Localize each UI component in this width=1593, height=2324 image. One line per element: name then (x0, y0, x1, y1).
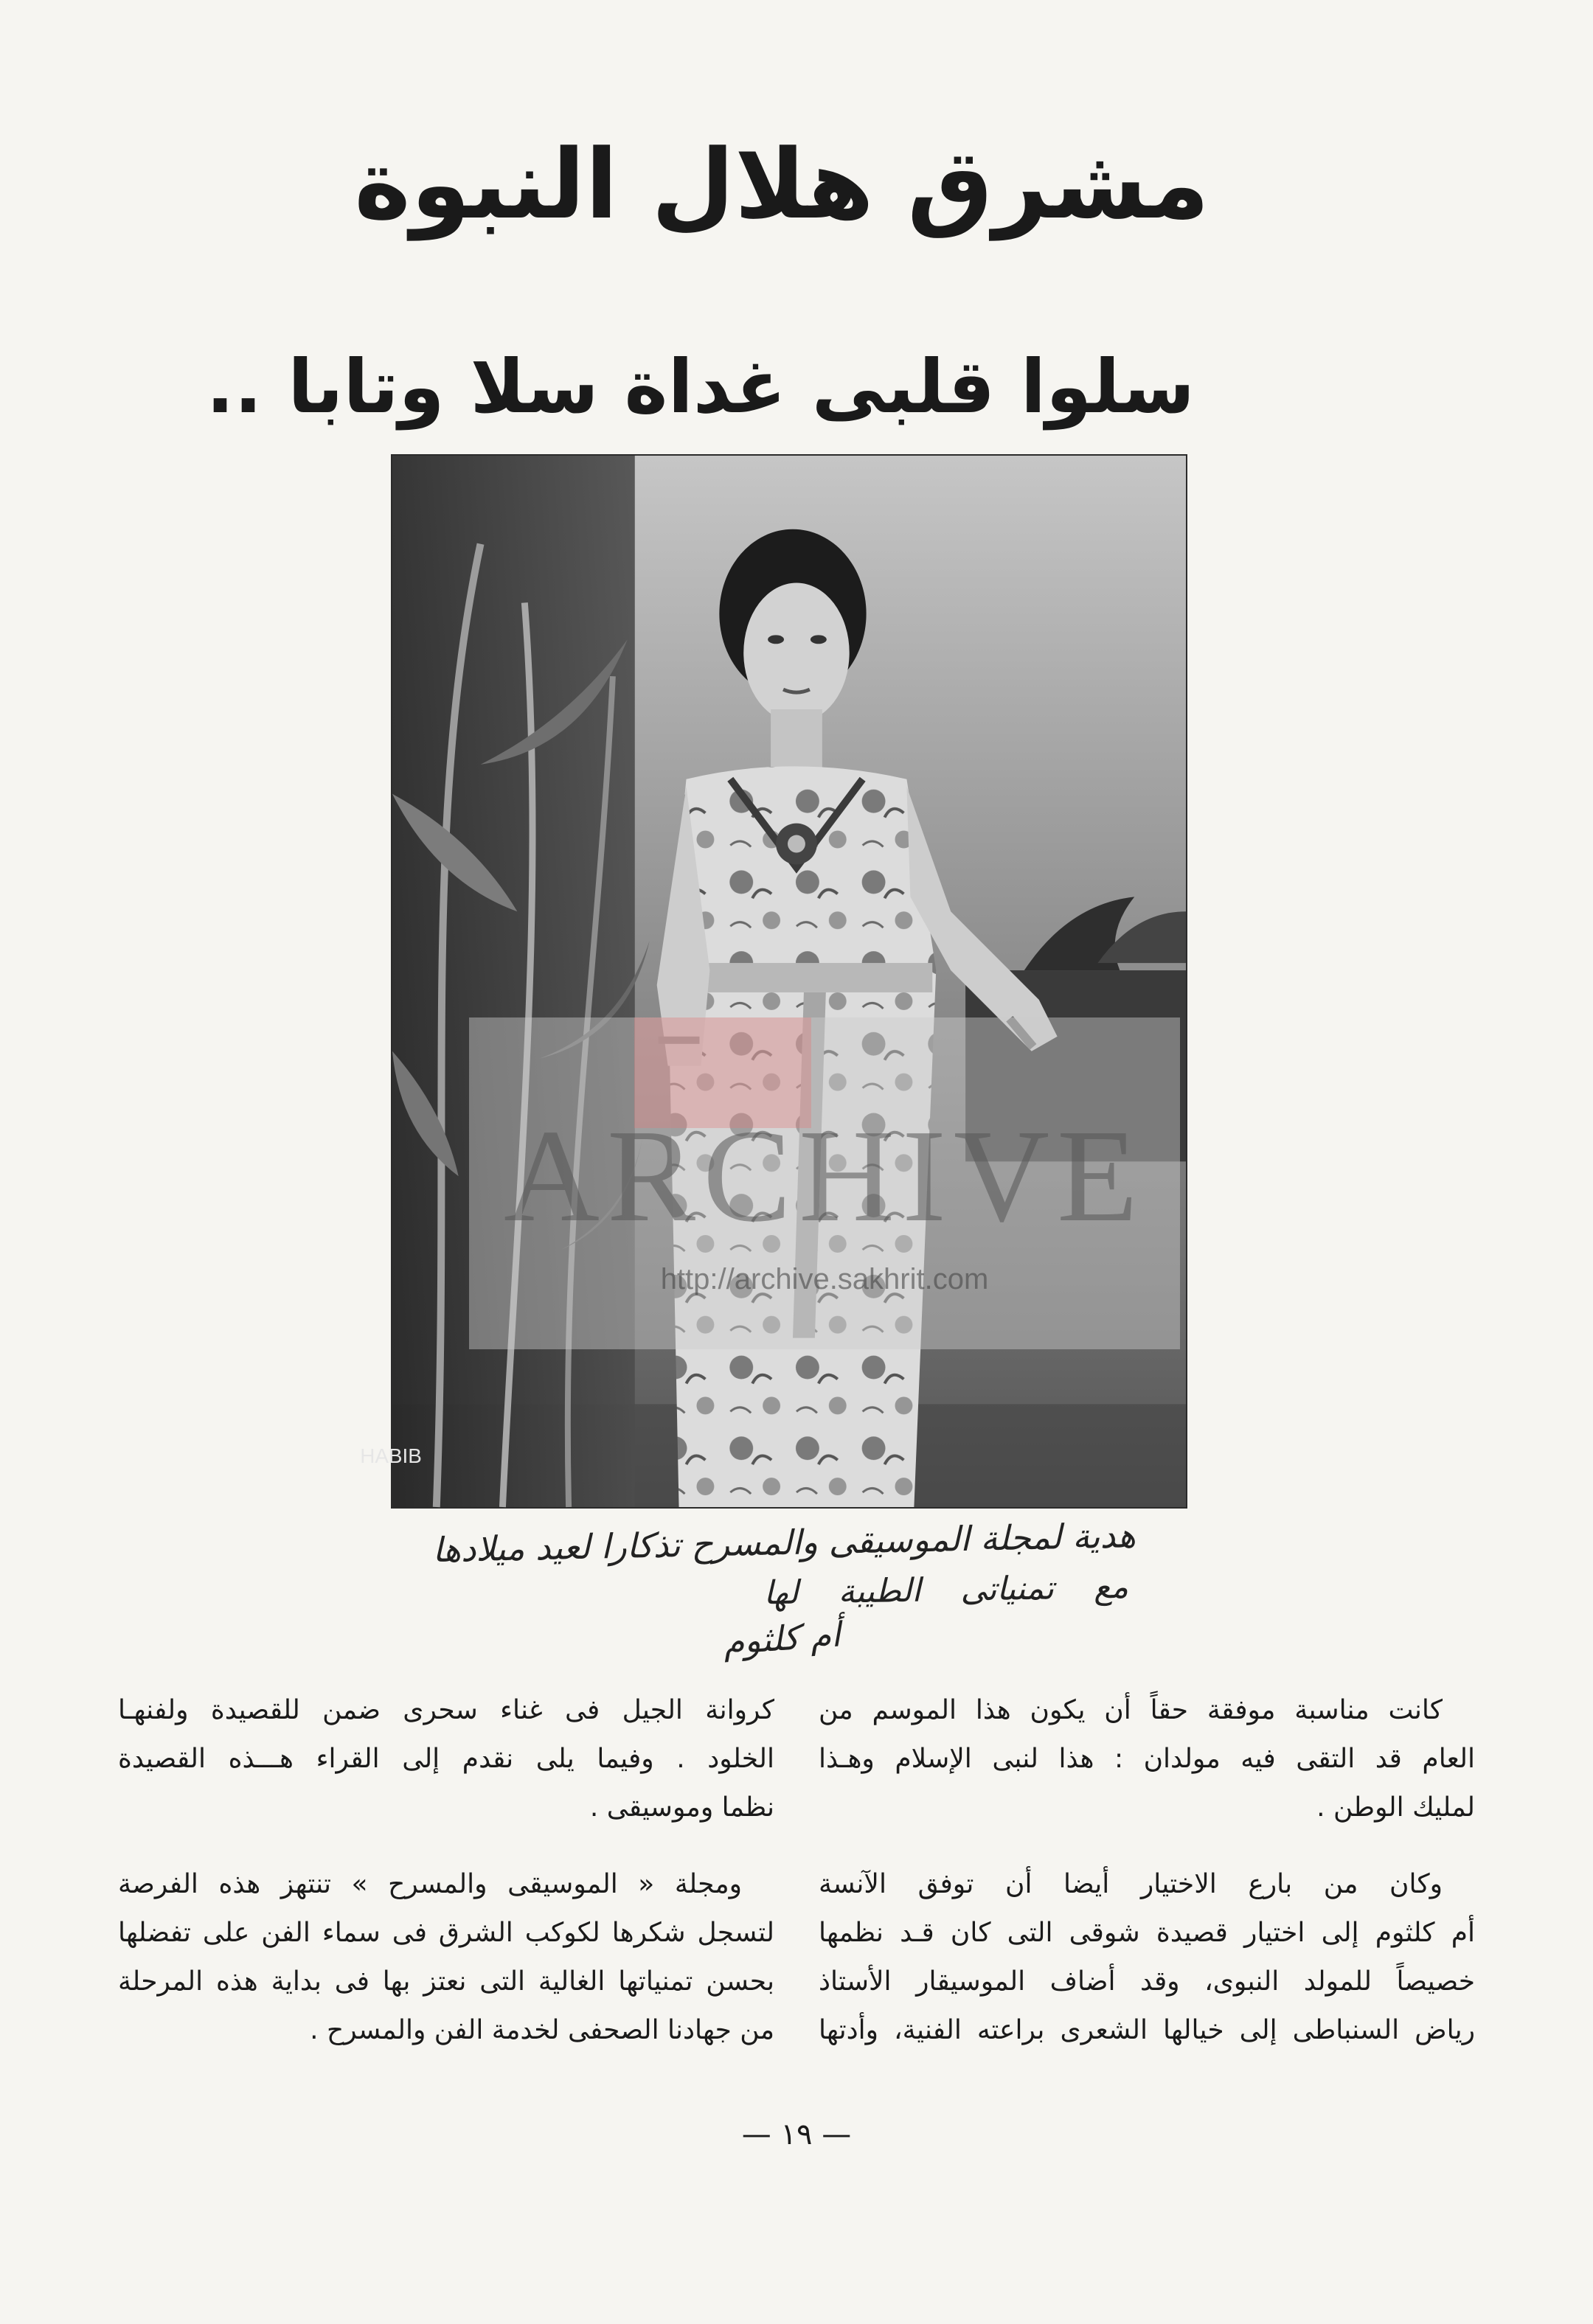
photo-plants (392, 456, 650, 1507)
text-line: كروانة الجيل فى غناء سحرى ضمن للقصيدة ولفنهـا (118, 1695, 774, 1725)
text-line: رياض السنباطى إلى خيالها الشعرى براعته الفنية، وأدتها (819, 2015, 1475, 2045)
article-paragraph (819, 1860, 1475, 2055)
watermark-url: http://archive.sakhrit.com (660, 1263, 989, 1295)
text-line: وكان من بارع الاختيار أيضا أن توفق الآنسة (819, 1869, 1443, 1899)
text-line: كانت مناسبة موفقة حقاً أن يكون هذا الموسم من (819, 1695, 1443, 1725)
text-line: أم كلثوم إلى اختيار قصيدة شوقى التى كان قـد نظمها (819, 1918, 1475, 1948)
text-line: الخلود . وفيما يلى نقدم إلى القراء هـــذه القصيدة (118, 1744, 774, 1774)
text-line: نظما وموسيقى . (589, 1792, 774, 1823)
text-line: العام قد التقى فيه مولدان : هذا لنبى الإسلام وهـذا (819, 1744, 1475, 1774)
dedication-line: مع تمنياتى الطيبة لها (763, 1568, 1129, 1612)
text-line: خصيصاً للمولد النبوى، وقد أضاف الموسيقار الأستاذ (819, 1966, 1475, 1997)
text-line: من جهادنا الصحفى لخدمة الفن والمسرح . (310, 2015, 774, 2045)
dedication-line: هدية لمجلة الموسيقى والمسرح تذكارا لعيد ميلادها (432, 1515, 1136, 1570)
page-title: مشرق هلال النبوة (354, 128, 1210, 240)
text-line: بحسن تمنياتها الغالية التى نعتز بها فى بداية هذه المرحلة (118, 1966, 774, 1997)
article-column-left (118, 1686, 774, 2084)
article-paragraph (118, 1860, 774, 2055)
article-column-right (819, 1686, 1475, 2084)
text-line: لتسجل شكرها لكوكب الشرق فى سماء الفن على تفضلها (118, 1918, 774, 1948)
photographer-signature: HABIB (360, 1444, 422, 1468)
portrait-photo (360, 454, 1187, 1509)
text-line: لمليك الوطن . (1316, 1792, 1475, 1823)
dedication-signature: أم كلثوم (721, 1614, 842, 1663)
text-line: ومجلة « الموسيقى والمسرح » تنتهز هذه الفرصة (118, 1869, 742, 1899)
page-number: — ١٩ — (741, 2118, 852, 2151)
article-paragraph (118, 1686, 774, 1832)
watermark-word: ARCHIVE (504, 1102, 1145, 1249)
article-paragraph (819, 1686, 1475, 1832)
portrait-photo-drawing (360, 456, 1186, 1507)
page-subtitle: سلوا قلبى غداة سلا وتابا .. (206, 344, 1195, 430)
